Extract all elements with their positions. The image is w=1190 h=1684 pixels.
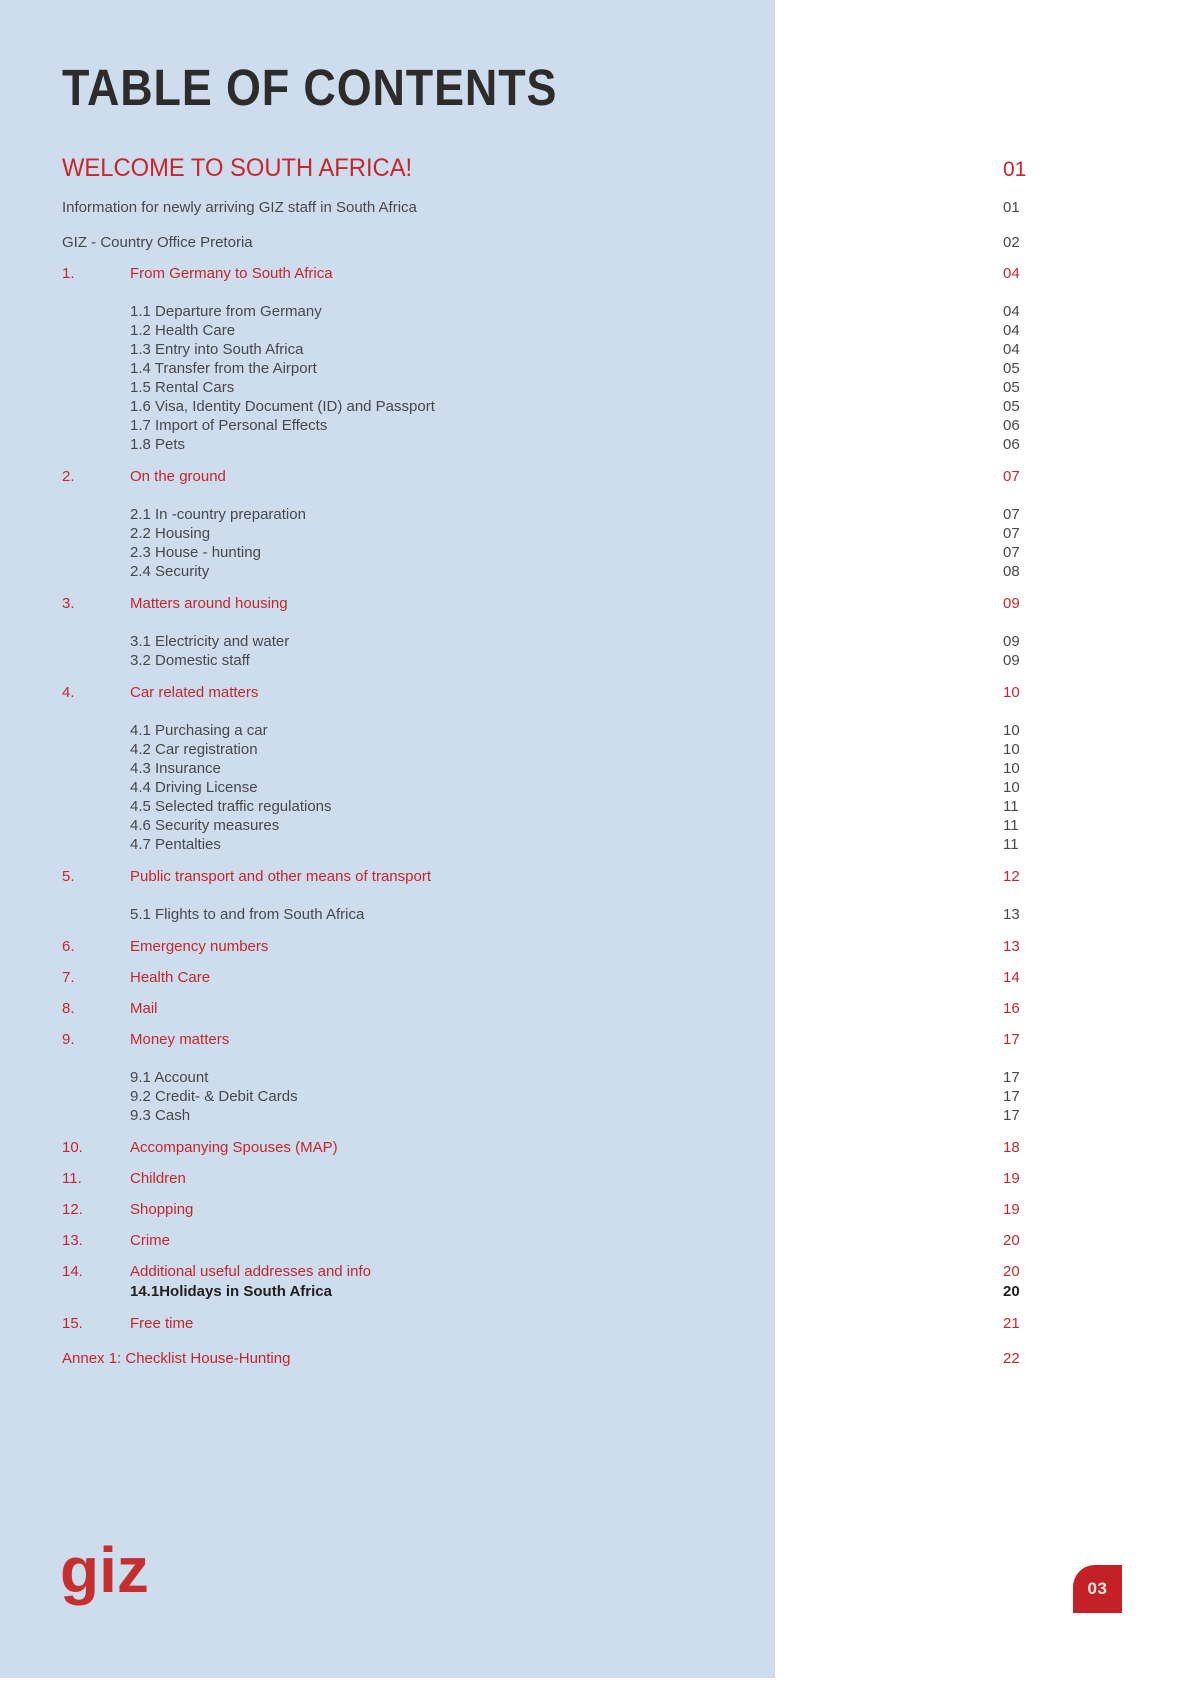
toc-subentry-row: [0, 435, 1190, 454]
giz-logo: giz: [60, 1534, 149, 1606]
toc-intro-row: [0, 234, 1190, 251]
toc-section-page: 13: [1003, 938, 1020, 955]
toc-section-page: 19: [1003, 1201, 1020, 1218]
table-of-contents: [0, 155, 1190, 1367]
toc-section-row: [0, 1031, 1190, 1048]
toc-section-number: 14.: [62, 1263, 83, 1280]
toc-section-number: 15.: [62, 1315, 83, 1332]
toc-subentry-row: [0, 721, 1190, 740]
toc-section-page: 16: [1003, 1000, 1020, 1017]
toc-section-row: [0, 468, 1190, 485]
toc-subentry-row: [0, 359, 1190, 378]
toc-subentry-label: 2.2 Housing: [130, 525, 211, 542]
toc-intro-row: [0, 199, 1190, 216]
toc-section-title: Free time: [130, 1315, 194, 1332]
toc-subentry-label: 1.8 Pets: [130, 436, 186, 453]
toc-subsection-list: [0, 721, 1190, 854]
toc-subentry-page: 04: [1003, 303, 1020, 320]
toc-subentry-row: [0, 397, 1190, 416]
toc-subentry-row: [0, 905, 1190, 924]
toc-subentry-page: 05: [1003, 360, 1020, 377]
toc-subentry-label: 3.2 Domestic staff: [130, 652, 250, 669]
toc-subentry-label: 2.4 Security: [130, 563, 210, 580]
toc-section-row: [0, 1170, 1190, 1187]
toc-section-number: 3.: [62, 595, 75, 612]
toc-section-number: 9.: [62, 1031, 75, 1048]
toc-subentry-label: 4.2 Car registration: [130, 741, 258, 758]
toc-subentry-row: [0, 543, 1190, 562]
toc-section-title: Money matters: [130, 1031, 230, 1048]
toc-section-title: Crime: [130, 1232, 170, 1249]
toc-subentry-label: 14.1Holidays in South Africa: [130, 1283, 332, 1300]
toc-section-row: [0, 1139, 1190, 1156]
toc-section-number: 13.: [62, 1232, 83, 1249]
toc-section-row: [0, 1201, 1190, 1218]
toc-subentry-row: [0, 340, 1190, 359]
toc-intro-page: 02: [1003, 234, 1020, 251]
toc-intro-label: Information for newly arriving GIZ staff in South Africa: [62, 199, 417, 216]
toc-subentry-page: 07: [1003, 506, 1020, 523]
toc-section-number: 12.: [62, 1201, 83, 1218]
toc-section-row: [0, 595, 1190, 612]
toc-annex-row: [0, 1350, 1190, 1367]
toc-subentry-page: 05: [1003, 379, 1020, 396]
toc-subentry-row: [0, 524, 1190, 543]
toc-section-row: [0, 1315, 1190, 1332]
toc-section-title: Children: [130, 1170, 186, 1187]
toc-subentry-row: [0, 778, 1190, 797]
toc-section-page: 17: [1003, 1031, 1020, 1048]
toc-section-row: [0, 1000, 1190, 1017]
toc-subentry-row: [0, 632, 1190, 651]
toc-subentry-row: [0, 1106, 1190, 1125]
toc-section-title: On the ground: [130, 468, 226, 485]
toc-subentry-page: 13: [1003, 906, 1020, 923]
toc-subentry-page: 09: [1003, 633, 1020, 650]
toc-subentry-label: 1.4 Transfer from the Airport: [130, 360, 317, 377]
toc-subentry-label: 9.1 Account: [130, 1069, 209, 1086]
toc-subentry-label: 1.1 Departure from Germany: [130, 303, 322, 320]
page-number-badge: [1073, 1565, 1122, 1613]
toc-section-page: 14: [1003, 969, 1020, 986]
toc-heading-row: [0, 155, 1190, 181]
toc-section-number: 2.: [62, 468, 75, 485]
toc-subentry-label: 2.1 In -country preparation: [130, 506, 306, 523]
toc-subentry-row: [0, 505, 1190, 524]
toc-subentry-page: 17: [1003, 1107, 1020, 1124]
toc-subsection-list: [0, 1282, 1190, 1301]
toc-section-page: 18: [1003, 1139, 1020, 1156]
toc-section-page: 21: [1003, 1315, 1020, 1332]
toc-subsection-list: [0, 905, 1190, 924]
toc-section-page: 04: [1003, 265, 1020, 282]
toc-subentry-page: 07: [1003, 525, 1020, 542]
toc-section-title: Mail: [130, 1000, 158, 1017]
toc-subentry-page: 20: [1003, 1283, 1020, 1300]
toc-subentry-page: 06: [1003, 417, 1020, 434]
toc-subentry-page: 10: [1003, 722, 1020, 739]
toc-section-title: Public transport and other means of transport: [130, 868, 431, 885]
toc-subentry-label: 4.4 Driving License: [130, 779, 258, 796]
toc-subentry-page: 11: [1003, 798, 1019, 815]
toc-intro-page: 01: [1003, 199, 1020, 216]
toc-subentry-label: 1.5 Rental Cars: [130, 379, 235, 396]
toc-section-title: Shopping: [130, 1201, 194, 1218]
toc-subentry-label: 1.3 Entry into South Africa: [130, 341, 304, 358]
toc-section-title: Additional useful addresses and info: [130, 1263, 371, 1280]
toc-subentry-page: 04: [1003, 322, 1020, 339]
toc-subentry-row: [0, 797, 1190, 816]
toc-annex-label: Annex 1: Checklist House-Hunting: [62, 1350, 291, 1367]
page-number: 03: [1087, 1579, 1108, 1598]
toc-subentry-page: 08: [1003, 563, 1020, 580]
toc-subentry-row: [0, 416, 1190, 435]
toc-heading-label: WELCOME TO SOUTH AFRICA!: [62, 154, 413, 182]
toc-subentry-label: 4.1 Purchasing a car: [130, 722, 268, 739]
toc-subentry-page: 10: [1003, 779, 1020, 796]
toc-section-page: 09: [1003, 595, 1020, 612]
toc-subsection-list: [0, 632, 1190, 670]
toc-subentry-row: [0, 1087, 1190, 1106]
toc-section-row: [0, 1232, 1190, 1249]
toc-section-title: Accompanying Spouses (MAP): [130, 1139, 338, 1156]
toc-subentry-row: [0, 759, 1190, 778]
toc-subentry-row: [0, 378, 1190, 397]
toc-subsection-list: [0, 1068, 1190, 1125]
toc-heading-page: 01: [1003, 158, 1027, 181]
toc-section-number: 8.: [62, 1000, 75, 1017]
toc-section-number: 5.: [62, 868, 75, 885]
toc-subentry-row: [0, 562, 1190, 581]
toc-subentry-label: 9.2 Credit- & Debit Cards: [130, 1088, 298, 1105]
toc-subentry-label: 5.1 Flights to and from South Africa: [130, 906, 365, 923]
toc-section-row: [0, 684, 1190, 701]
toc-subentry-row: [0, 835, 1190, 854]
toc-section-title: Health Care: [130, 969, 211, 986]
toc-section-row: [0, 868, 1190, 885]
toc-subentry-label: 4.6 Security measures: [130, 817, 280, 834]
toc-section-number: 6.: [62, 938, 75, 955]
toc-subentry-label: 4.5 Selected traffic regulations: [130, 798, 332, 815]
toc-section-row: [0, 1263, 1190, 1280]
toc-subentry-row: [0, 1282, 1190, 1301]
toc-section-title: Matters around housing: [130, 595, 288, 612]
toc-subentry-page: 11: [1003, 836, 1019, 853]
toc-subentry-page: 10: [1003, 760, 1020, 777]
toc-section-page: 19: [1003, 1170, 1020, 1187]
toc-subentry-row: [0, 302, 1190, 321]
toc-section-page: 20: [1003, 1263, 1020, 1280]
toc-subentry-page: 07: [1003, 544, 1020, 561]
toc-section-page: 12: [1003, 868, 1020, 885]
toc-subentry-page: 09: [1003, 652, 1020, 669]
toc-subentry-row: [0, 651, 1190, 670]
toc-section-title: Car related matters: [130, 684, 259, 701]
toc-intro-label: GIZ - Country Office Pretoria: [62, 234, 253, 251]
toc-subentry-page: 10: [1003, 741, 1020, 758]
toc-subentry-page: 05: [1003, 398, 1020, 415]
toc-subentry-row: [0, 816, 1190, 835]
toc-subentry-label: 1.6 Visa, Identity Document (ID) and Passport: [130, 398, 435, 415]
toc-subentry-page: 17: [1003, 1069, 1020, 1086]
toc-subentry-row: [0, 740, 1190, 759]
toc-subentry-label: 2.3 House - hunting: [130, 544, 261, 561]
toc-section-title: From Germany to South Africa: [130, 265, 333, 282]
toc-subentry-label: 1.2 Health Care: [130, 322, 236, 339]
page-title: TABLE OF CONTENTS: [62, 59, 558, 116]
toc-annex-page: 22: [1003, 1350, 1020, 1367]
toc-section-number: 10.: [62, 1139, 83, 1156]
toc-section-row: [0, 265, 1190, 282]
toc-subentry-label: 1.7 Import of Personal Effects: [130, 417, 328, 434]
toc-subentry-label: 4.7 Pentalties: [130, 836, 221, 853]
toc-section-number: 1.: [62, 265, 75, 282]
toc-subentry-page: 06: [1003, 436, 1020, 453]
toc-subsection-list: [0, 302, 1190, 454]
toc-section-row: [0, 969, 1190, 986]
toc-subentry-page: 11: [1003, 817, 1019, 834]
toc-section-title: Emergency numbers: [130, 938, 269, 955]
toc-subentry-label: 3.1 Electricity and water: [130, 633, 290, 650]
toc-subentry-page: 17: [1003, 1088, 1020, 1105]
toc-subentry-page: 04: [1003, 341, 1020, 358]
toc-section-number: 7.: [62, 969, 75, 986]
toc-section-page: 20: [1003, 1232, 1020, 1249]
toc-section-page: 10: [1003, 684, 1020, 701]
toc-section-number: 11.: [62, 1170, 82, 1187]
toc-subsection-list: [0, 505, 1190, 581]
toc-subentry-label: 4.3 Insurance: [130, 760, 221, 777]
toc-section-page: 07: [1003, 468, 1020, 485]
toc-subentry-row: [0, 1068, 1190, 1087]
toc-subentry-row: [0, 321, 1190, 340]
toc-subentry-label: 9.3 Cash: [130, 1107, 191, 1124]
toc-section-number: 4.: [62, 684, 75, 701]
toc-section-row: [0, 938, 1190, 955]
